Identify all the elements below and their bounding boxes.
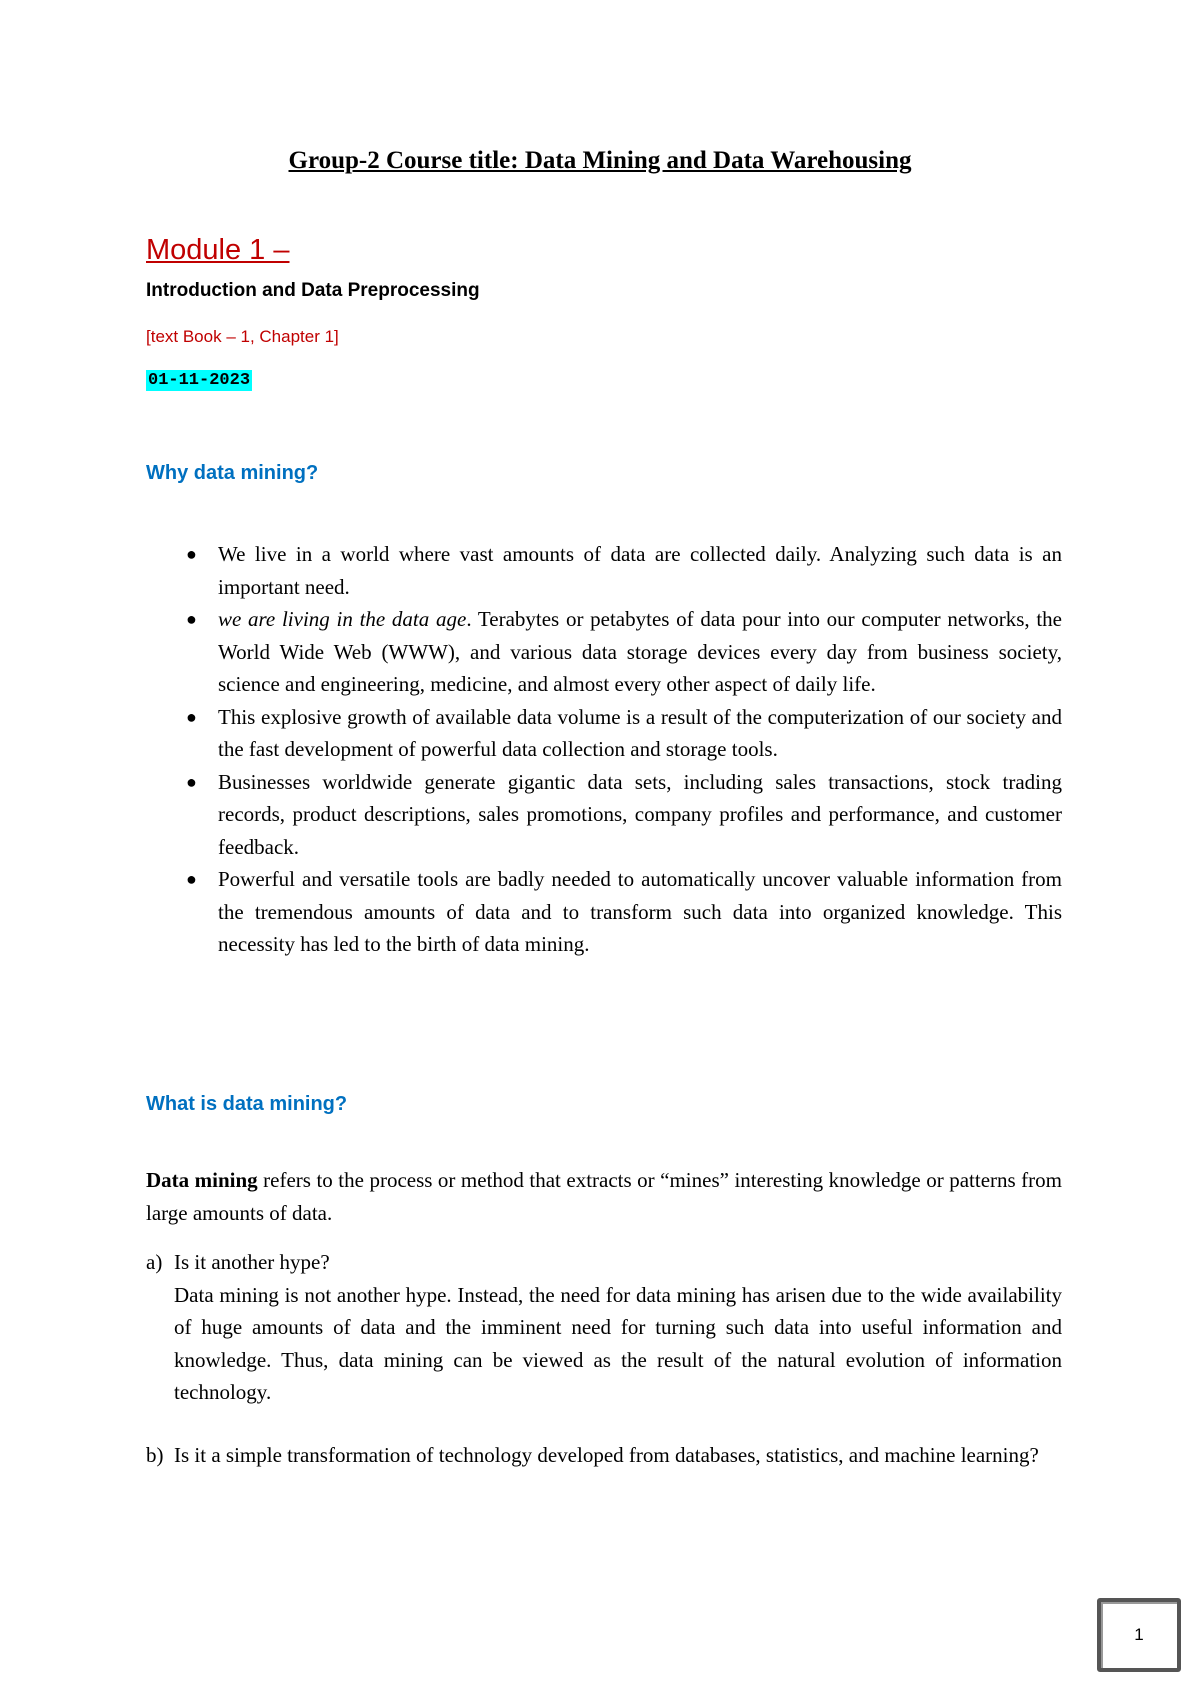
bullet-icon: ● (186, 706, 197, 727)
question-list (146, 1246, 1062, 1409)
bullet-icon: ● (186, 609, 197, 629)
textbook-reference: [text Book – 1, Chapter 1] (146, 327, 339, 346)
bullet-item (146, 701, 1062, 766)
bullet-text: . Terabytes or petabytes of data pour into our computer networks, the World Wide Web (WWW), and various data storage devices every day from business society, science and engineering, medicine, and almost every other aspect of daily life. (218, 607, 1062, 696)
section-heading-why: Why data mining? (146, 462, 319, 484)
question-item (146, 1439, 1062, 1472)
bullet-text: Businesses worldwide generate gigantic data sets, including sales transactions, stock trading records, product descriptions, sales promotions, company profiles and performance, and customer feedback. (218, 769, 1062, 859)
answer-text: Data mining is not another hype. Instead, the need for data mining has arisen due to the wide availability of huge amounts of data and the imminent need for turning such data into useful information and knowledge. Thus, data mining can be viewed as the result of the natural evolution of information technology. (174, 1282, 1062, 1404)
bullet-emphasis: we are living in the data age (218, 607, 467, 631)
bullet-text: We live in a world where vast amounts of data are collected daily. Analyzing such data is an important need. (218, 542, 1062, 599)
module-heading: Module 1 – (146, 234, 290, 266)
bullet-item (146, 863, 1062, 961)
definition-text: refers to the process or method that extracts or “mines” interesting knowledge or patterns from large amounts of data. (146, 1168, 1063, 1225)
question-text: Is it another hype? (174, 1250, 330, 1274)
bullet-icon: ● (186, 544, 197, 564)
bullet-text: This explosive growth of available data volume is a result of the computerization of our society and the fast development of powerful data collection and storage tools. (218, 704, 1062, 761)
lecture-date: 01-11-2023 (148, 371, 251, 390)
why-bullet-list (146, 538, 1062, 961)
course-title: Group-2 Course title: Data Mining and Data Warehousing (288, 147, 912, 174)
question-item (146, 1246, 1062, 1409)
question-label: a) (146, 1250, 163, 1274)
question-label: b) (146, 1443, 164, 1467)
section-heading-what: What is data mining? (146, 1093, 348, 1115)
definition-term: Data mining (146, 1168, 258, 1192)
bullet-item (146, 538, 1062, 603)
bullet-icon: ● (186, 869, 197, 889)
bullet-item (146, 766, 1062, 864)
page-number: 1 (1134, 1625, 1144, 1644)
definition-paragraph (146, 1164, 1062, 1229)
bullet-icon: ● (186, 771, 197, 792)
question-list (146, 1439, 1062, 1472)
page-number-box (1097, 1598, 1181, 1672)
module-subtitle: Introduction and Data Preprocessing (146, 280, 480, 301)
bullet-item (146, 603, 1062, 701)
bullet-text: Powerful and versatile tools are badly needed to automatically uncover valuable information from the tremendous amounts of data and to transform such data into organized knowledge. This necessity has led to the birth of data mining. (218, 867, 1062, 956)
question-text: Is it a simple transformation of technology developed from databases, statistics, and machine learning? (174, 1443, 1039, 1467)
